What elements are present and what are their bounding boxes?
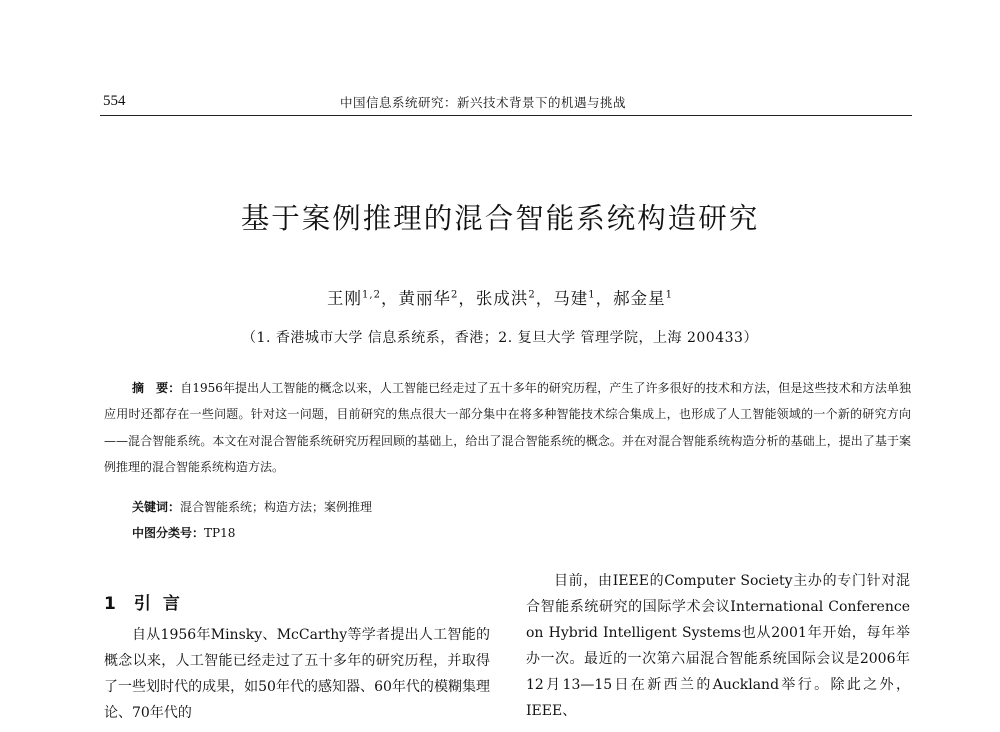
classification-number: TP18 [204, 526, 236, 540]
author-name: 马建 [553, 289, 589, 308]
abstract-text: 自1956年提出人工智能的概念以来，人工智能已经走过了五十多年的研究历程，产生了许多很好的技术和方法，但是这些技术和方法单独应用时还都存在一些问题。针对这一问题，目前研究的焦点很大一部分集中在将多种智能技术综合集成上，也形成了人工智能领域的一个新的研究方向——混合智能系统。本文在对混合智能系统研究历程回顾的基础上，给出了混合智能系统的概念。并在对混合智能系统构造分析的基础上，提出了基于案例推理的混合智能系统构造方法。 [104, 381, 911, 474]
author-separator: ， [535, 289, 554, 308]
section-number: 1 [104, 594, 116, 614]
author-separator: ， [458, 289, 476, 308]
running-title: 中国信息系统研究：新兴技术背景下的机遇与挑战 [340, 95, 627, 110]
keywords-line [132, 498, 372, 515]
author [553, 289, 595, 308]
author-name: 黄丽华 [398, 289, 451, 308]
author [476, 289, 536, 308]
section-title: 引言 [133, 594, 192, 614]
author-affiliation-mark: 2 [528, 289, 536, 301]
header-rule [100, 115, 912, 116]
page-number: 554 [103, 93, 126, 109]
author-name: 王刚 [327, 289, 363, 308]
author-name: 张成洪 [475, 289, 529, 308]
right-column-paragraph: 目前，由IEEE的Computer Society主办的专门针对混合智能系统研究的国际学术会议International Conference on Hybrid Intelligent Systems也从2001年开始，每年举办一次。最近的一次第六届混合智能系统国际会议是2006年12月13—15日在新西兰的Auckland举行。除此之外，IEEE、 [526, 573, 910, 719]
classification-label: 中图分类号： [132, 526, 205, 540]
left-column-paragraph: 自从1956年Minsky、McCarthy等学者提出人工智能的概念以来，人工智能已经走过了五十多年的研究历程，并取得了一些划时代的成果，如50年代的感知器、60年代的模糊集理论、70年代的 [104, 627, 490, 721]
author [613, 289, 673, 308]
author-affiliation-mark: 1 [588, 289, 596, 301]
affiliation: （1. 香港城市大学 信息系统系，香港；2. 复旦大学 管理学院，上海 200433） [242, 330, 758, 346]
author [327, 289, 381, 308]
classification-line [132, 524, 235, 541]
author-separator: ， [595, 289, 614, 308]
author-separator: ， [380, 289, 399, 308]
author-list [0, 285, 1000, 309]
author-name: 郝金星 [613, 289, 666, 308]
abstract [104, 375, 911, 480]
section-heading [104, 589, 192, 614]
paper-title: 基于案例推理的混合智能系统构造研究 [240, 202, 760, 235]
author-affiliation-mark: 1,2 [362, 289, 381, 301]
author [398, 289, 458, 308]
keywords-label: 关键词： [132, 500, 181, 514]
abstract-label: 摘 要： [132, 381, 181, 395]
author-affiliation-mark: 2 [450, 289, 459, 301]
author-affiliation-mark: 1 [665, 289, 673, 301]
keywords-text: 混合智能系统；构造方法；案例推理 [180, 500, 373, 514]
